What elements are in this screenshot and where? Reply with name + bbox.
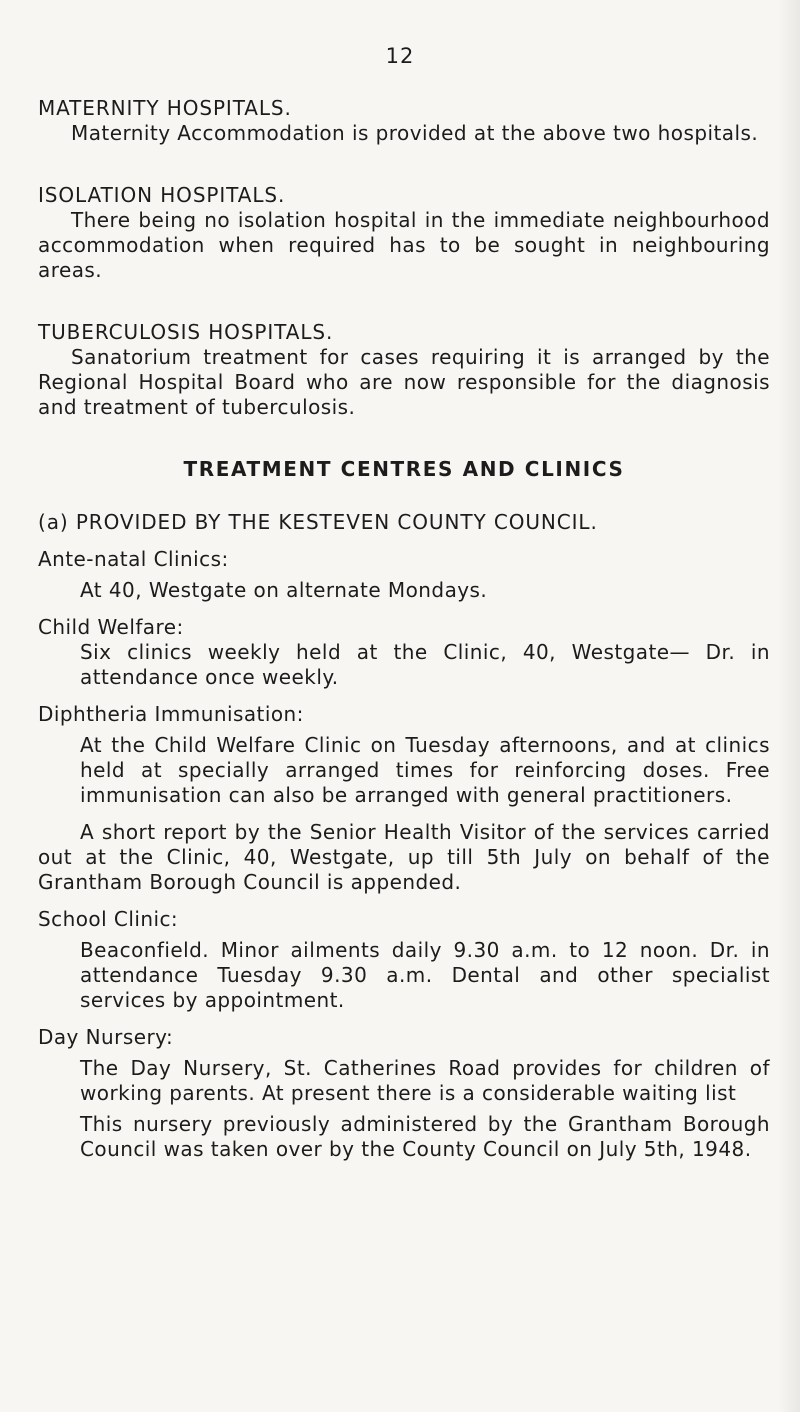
tuberculosis-hospitals-text: Sanatorium treatment for cases requiring it is arranged by the Regional Hospital Board who are now responsible for the diagnosis and treatment of tuberculosis. bbox=[38, 345, 770, 419]
maternity-hospitals-heading: MATERNITY HOSPITALS. bbox=[38, 96, 292, 120]
day-nursery-text: The Day Nursery, St. Catherines Road provides for children of working parents. At present there is a considerable waiting list bbox=[80, 1056, 770, 1105]
diphtheria-immunisation-label: Diphtheria Immunisation: bbox=[38, 702, 304, 726]
school-clinic-label: School Clinic: bbox=[38, 907, 179, 931]
isolation-hospitals-text: There being no isolation hospital in the immediate neighbourhood accommodation when required has to be sought in neighbouring areas. bbox=[38, 208, 770, 282]
day-nursery-history-text: This nursery previously administered by the Grantham Borough Council was taken over by the County Council on July 5th, 1948. bbox=[80, 1112, 770, 1161]
page-number: 12 bbox=[385, 44, 415, 68]
day-nursery-label: Day Nursery: bbox=[38, 1025, 174, 1049]
tuberculosis-hospitals-heading: TUBERCULOSIS HOSPITALS. bbox=[38, 320, 334, 344]
kesteven-council-subheading: (a) PROVIDED BY THE KESTEVEN COUNTY COUNCIL. bbox=[38, 510, 598, 534]
diphtheria-immunisation-text: At the Child Welfare Clinic on Tuesday afternoons, and at clinics held at specially arranged times for reinforcing doses. Free immunisation can also be arranged with general practitioners. bbox=[80, 733, 770, 807]
school-clinic-text: Beaconfield. Minor ailments daily 9.30 a.m. to 12 noon. Dr. in attendance Tuesday 9.30 a.m. Dental and other specialist services by appointment. bbox=[80, 938, 770, 1012]
senior-health-visitor-report-text: A short report by the Senior Health Visitor of the services carried out at the Clinic, 40, Westgate, up till 5th July on behalf of the Grantham Borough Council is appended. bbox=[38, 820, 770, 894]
antenatal-clinics-text: At 40, Westgate on alternate Mondays. bbox=[80, 578, 488, 602]
antenatal-clinics-label: Ante-natal Clinics: bbox=[38, 547, 229, 571]
isolation-hospitals-heading: ISOLATION HOSPITALS. bbox=[38, 183, 286, 207]
child-welfare-text: Six clinics weekly held at the Clinic, 40, Westgate— Dr. in attendance once weekly. bbox=[80, 640, 770, 689]
page-edge-shadow bbox=[778, 0, 800, 1412]
child-welfare-label: Child Welfare: bbox=[38, 615, 184, 639]
page-content bbox=[38, 96, 770, 1162]
maternity-hospitals-text: Maternity Accommodation is provided at the above two hospitals. bbox=[71, 121, 759, 145]
treatment-centres-heading: TREATMENT CENTRES AND CLINICS bbox=[183, 457, 625, 481]
